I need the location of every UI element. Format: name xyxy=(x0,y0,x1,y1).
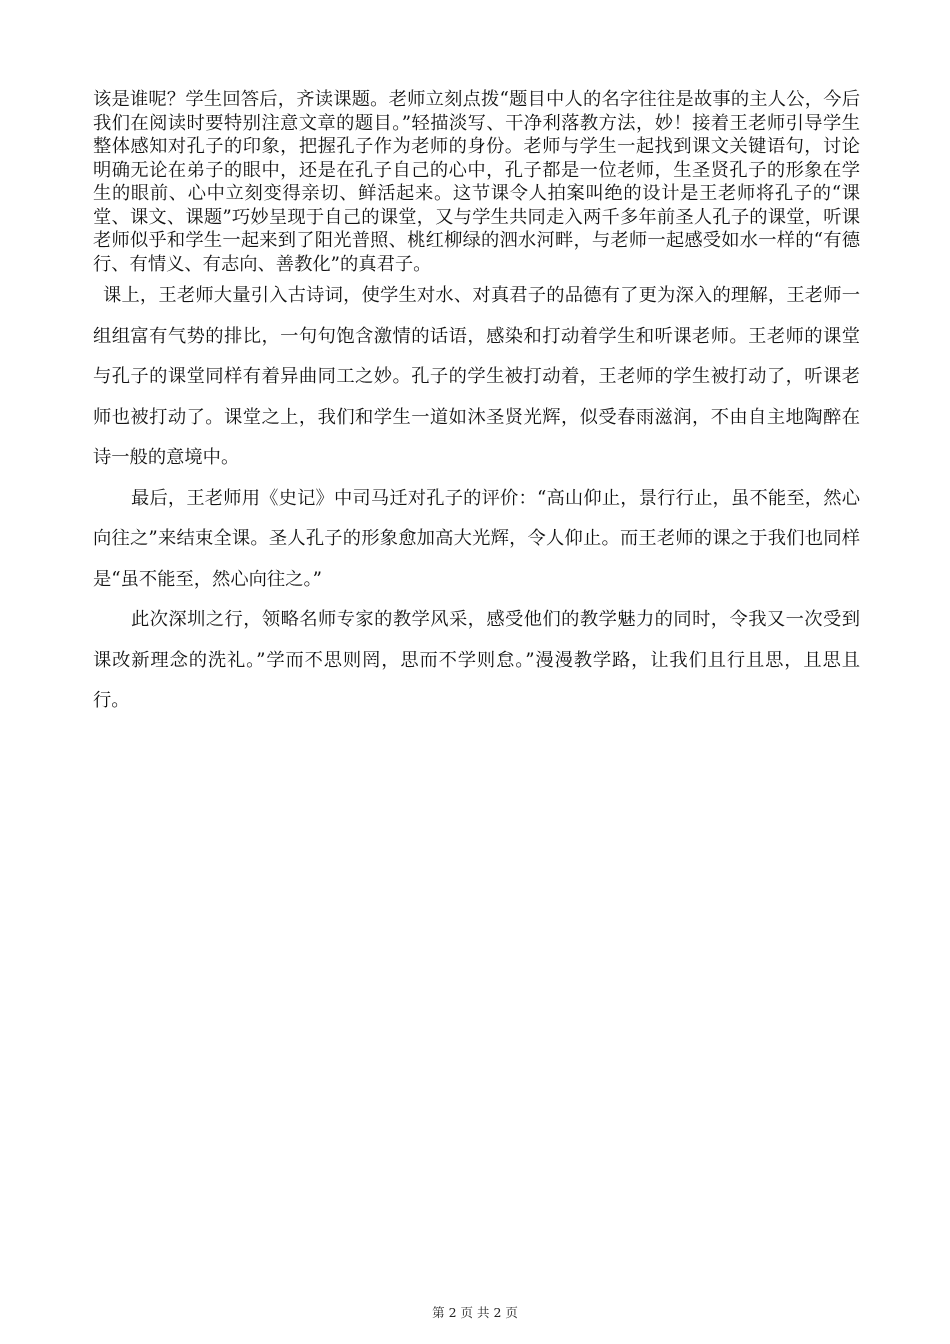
paragraph-1: 该是谁呢？学生回答后，齐读课题。老师立刻点拨“题目中人的名字往往是故事的主人公，今后我们在阅读时要特别注意文章的题目。”轻描淡写、干净利落教方法，妙！接着王老师引导学生整体感知对孔子的印象，把握孔子作为老师的身份。老师与学生一起找到课文关键语句，讨论明确无论在弟子的眼中，还是在孔子自己的心中，孔子都是一位老师，生圣贤孔子的形象在学生的眼前、心中立刻变得亲切、鲜活起来。这节课令人拍案叫绝的设计是王老师将孔子的“课堂、课文、课题”巧妙呈现于自己的课堂，又与学生共同走入两千多年前圣人孔子的课堂，听课老师似乎和学生一起来到了阳光普照、桃红柳绿的泗水河畔，与老师一起感受如水一样的“有德行、有情义、有志向、善教化”的真君子。 xyxy=(93,89,860,275)
paragraph-2: 课上，王老师大量引入古诗词，使学生对水、对真君子的品德有了更为深入的理解，王老师一组组富有气势的排比，一句句饱含激情的话语，感染和打动着学生和听课老师。王老师的课堂与孔子的课堂同样有着异曲同工之妙。孔子的学生被打动着，王老师的学生被打动了，听课老师也被打动了。课堂之上，我们和学生一道如沐圣贤光辉，似受春雨滋润，不由自主地陶醉在诗一般的意境中。 xyxy=(93,285,860,468)
paragraph-4: 此次深圳之行，领略名师专家的教学风采，感受他们的教学魅力的同时，令我又一次受到课改新理念的洗礼。”学而不思则罔，思而不学则怠。”漫漫教学路，让我们且行且思，且思且行。 xyxy=(93,609,860,711)
document-body xyxy=(93,88,860,722)
paragraph-3: 最后，王老师用《史记》中司马迁对孔子的评价：“高山仰止，景行行止，虽不能至，然心向往之”来结束全课。圣人孔子的形象愈加高大光辉，令人仰止。而王老师的课之于我们也同样是“虽不能至，然心向往之。” xyxy=(93,487,860,590)
page-footer: 第 2 页 共 2 页 xyxy=(432,1305,518,1320)
